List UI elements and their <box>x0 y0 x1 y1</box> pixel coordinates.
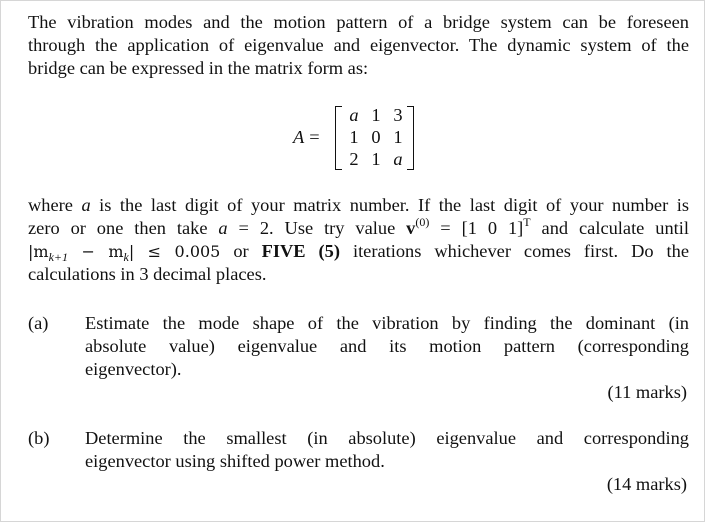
question-a-text <box>85 312 689 381</box>
bold-text: FIVE (5) <box>261 241 340 261</box>
math-run: |m <box>28 242 49 261</box>
equals-sign: = <box>309 127 320 147</box>
intro-paragraph <box>28 11 689 80</box>
question-line: Determine the smallest (in absolute) eigenvalue and corresponding <box>85 428 689 448</box>
math-run: − m <box>68 242 124 261</box>
math-run: | ≤ 0.005 <box>128 242 221 261</box>
left-bracket <box>335 106 342 170</box>
matrix-cell: 1 <box>393 127 403 147</box>
vector-v: v <box>406 218 416 238</box>
matrix-cell: 1 <box>371 149 381 169</box>
intro-line: bridge can be expressed in the matrix form as: <box>28 58 369 78</box>
text-run: or <box>220 241 262 261</box>
question-b-text <box>85 427 689 473</box>
subscript: k+1 <box>48 250 68 264</box>
instructions-line-1: where a is the last digit of your matrix number. If the last digit of your number is <box>28 195 689 215</box>
matrix-lhs <box>293 126 320 149</box>
subscript: k <box>123 250 129 264</box>
variable-a: a <box>218 218 228 238</box>
question-b-label: (b) <box>28 428 50 448</box>
instructions-paragraph <box>28 194 689 286</box>
question-line: absolute value) eigenvalue and its motion pattern (corresponding <box>85 336 689 356</box>
intro-line: through the application of eigenvalue and eigenvector. The dynamic system of the <box>28 35 689 55</box>
matrix-name: A <box>293 127 305 147</box>
text-run: iterations whichever comes first. Do the <box>339 241 689 261</box>
instructions-line-2 <box>28 217 689 240</box>
question-line: eigenvector). <box>85 359 182 379</box>
matrix-cell: 1 <box>349 127 359 147</box>
transpose-superscript: T <box>523 215 531 229</box>
question-b-marks: (14 marks) <box>606 474 687 494</box>
matrix-cell: 0 <box>371 127 381 147</box>
matrix-cell: 1 <box>371 105 381 125</box>
instructions-line-3 <box>28 240 689 263</box>
matrix-cell: a <box>349 105 359 125</box>
matrix-cell: 2 <box>349 149 359 169</box>
intro-line: The vibration modes and the motion pattern of a bridge system can be foreseen <box>28 12 689 32</box>
text-run: = 2. Use try value <box>227 218 407 238</box>
vector-value: = [1 0 1] <box>429 218 524 238</box>
question-line: Estimate the mode shape of the vibration by finding the dominant (in <box>85 313 689 333</box>
question-line: eigenvector using shifted power method. <box>85 451 385 471</box>
question-a-label: (a) <box>28 313 49 333</box>
superscript: (0) <box>415 215 430 229</box>
matrix-cell: 3 <box>393 105 403 125</box>
text-run: zero or one then take <box>28 218 219 238</box>
matrix-cell: a <box>393 149 403 169</box>
matrix-equation <box>293 104 433 170</box>
instructions-line-4: calculations in 3 decimal places. <box>28 264 267 284</box>
text-run: and calculate until <box>530 218 689 238</box>
question-a-marks: (11 marks) <box>607 382 687 402</box>
